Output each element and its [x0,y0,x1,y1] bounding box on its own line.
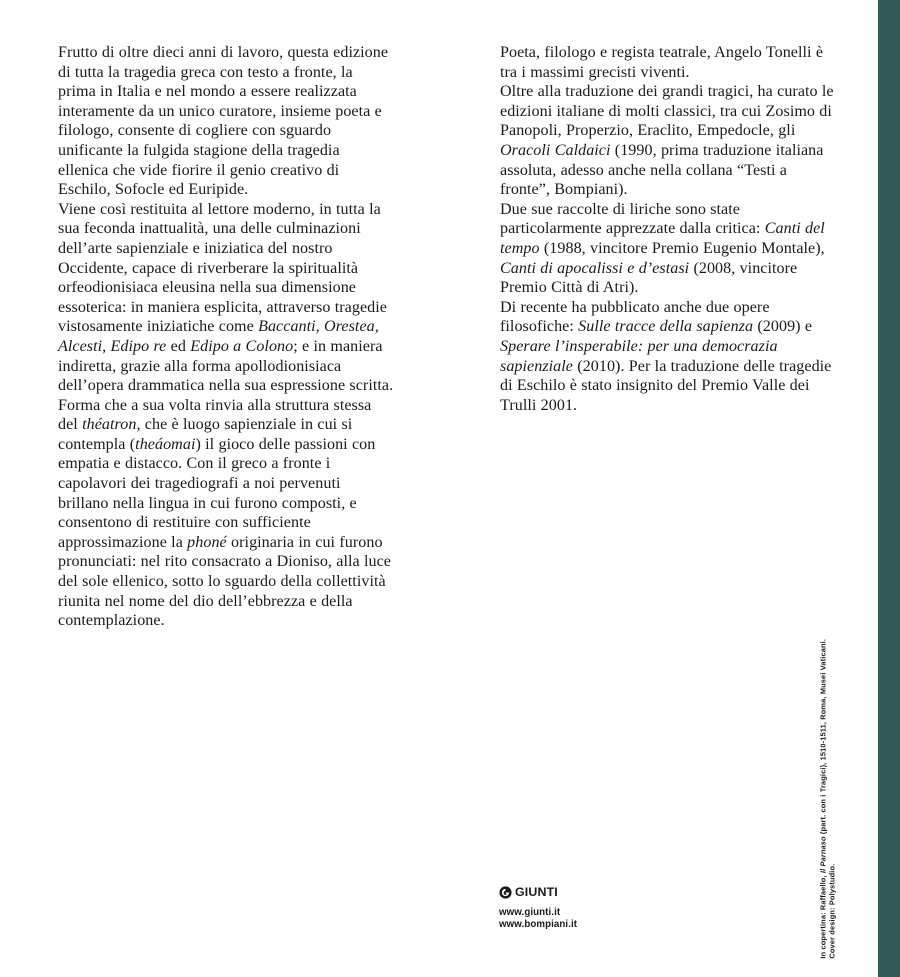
url-bompiani[interactable]: www.bompiani.it [499,918,578,930]
description-paragraph-1-text: Frutto di oltre dieci anni di lavoro, questa edizione di tutta la tragedia greca con testo a fronte, la prima in Italia e nel mondo a essere realizzata interamente da un unico curatore, insieme poeta e filologo, consente di cogliere con sguardo unificante la fulgida stagione della tragedia ellenica che vide fiorire il genio creativo di Eschilo, Sofocle ed Euripide. [58,44,389,199]
work-title-sperare-linsperabile: Sperare l’insperabile: per una democrazia sapienziale [500,337,778,375]
biography-paragraph-4 [500,298,834,416]
cover-credit [818,579,837,959]
work-titles-baccanti-orestea-alcesti-edipo-re: Baccanti, Orestea, Alcesti, Edipo re [58,318,379,355]
biography-paragraph-1-text: Poeta, filologo e regista teatrale, Angelo Tonelli è tra i massimi grecisti viventi. [500,44,824,81]
publisher-wordmark: GIUNTI [515,884,558,899]
description-paragraph-2-text-b: ed [166,337,191,355]
work-title-edipo-a-colono: Edipo a Colono [190,337,294,355]
biography-paragraph-3-text-a: Due sue raccolte di liriche sono state particolarmente apprezzate dalla critica: [500,200,765,238]
work-title-canti-del-tempo: Canti del tempo [500,220,825,257]
publisher-urls [499,907,759,930]
description-paragraph-3-text-d: originaria in cui furono pronunciati: nel rito consacrato a Dioniso, alla luce del sole ellenico, sotto lo sguardo della collettività riunita nel nome del dio dell’ebbrezza e della contemplazione. [58,533,391,630]
work-title-sulle-tracce-della-sapienza: Sulle tracce della sapienza [578,318,754,336]
biography-paragraph-4-text-c: (2010). Per la traduzione delle tragedie di Eschilo è stato insignito del Premio Valle dei Trulli 2001. [500,357,832,414]
cover-credit-line-1 [818,579,827,959]
greek-term-phone: phoné [187,533,227,551]
description-paragraph-3-text-c: ) il gioco delle passioni con empatia e distacco. Con il greco a fronte i capolavori dei tragediografi a noi pervenuti brillano nella lingua in cui furono composti, e consentono di restituire con sufficiente approssimazione la [58,435,376,551]
biography-paragraph-4-text-a: Di recente ha pubblicato anche due opere filosofiche: [500,298,770,336]
right-edge-color-band [878,0,900,977]
description-paragraph-2-text-a: Viene così restituita al lettore moderno, in tutta la sua feconda inattualità, una delle culminazioni dell’arte sapienziale e iniziatica del nostro Occidente, capace di riverberare la spiritualità orfeodionisiaca eleusina nella sua dimensione essoterica: in maniera esplicita, attraverso tragedie vistosamente iniziatiche come [58,200,387,336]
greek-term-theaomai: theáomai [135,435,196,453]
cover-credit-text-a: In copertina: Raffaello, [818,873,828,959]
biography-paragraph-3 [500,200,834,298]
work-title-canti-di-apocalissi-e-destasi: Canti di apocalissi e d’estasi [500,259,690,277]
publisher-logo [499,884,759,900]
publisher-block [499,884,759,930]
description-paragraph-2 [58,200,394,396]
biography-paragraph-1 [500,43,834,82]
cover-credit-text-b: (part. con i Tragici), 1510-1511, Roma, Musei Vaticani. [818,639,828,837]
work-title-oracoli-caldaici: Oracoli Caldaici [500,141,611,159]
author-biography-column [500,43,834,415]
description-paragraph-3-text-b: , che è luogo sapienziale in cui si contempla ( [58,416,353,453]
description-paragraph-2-text-c: ; e in maniera indiretta, grazie alla forma apollodionisiaca dell’opera drammatica nella sua espressione scritta. [58,337,394,395]
biography-paragraph-3-text-c: (2008, vincitore Premio Città di Atri). [500,259,798,297]
description-paragraph-3-text-a: Forma che a sua volta rinvia alla struttura stessa del [58,396,372,434]
description-paragraph-3 [58,396,394,631]
artwork-title-il-parnaso: Il Parnaso [818,836,828,874]
greek-term-theatron: théatron [82,416,137,434]
biography-paragraph-3-text-b: (1988, vincitore Premio Eugenio Montale), [539,239,825,257]
biography-paragraph-4-text-b: (2009) e [753,318,813,336]
book-description-column [58,43,394,631]
giunti-logo-icon [499,886,512,899]
biography-paragraph-2 [500,82,834,200]
biography-paragraph-2-text-a: Oltre alla traduzione dei grandi tragici, ha curato le edizioni italiane di molti classici, tra cui Zosimo di Panopoli, Properzio, Eraclito, Empedocle, gli [500,83,834,140]
description-paragraph-1 [58,43,394,200]
cover-credit-line-2: Cover design: Polystudio. [827,864,837,959]
biography-paragraph-2-text-b: (1990, prima traduzione italiana assoluta, adesso anche nella collana “Testi a fronte”, Bompiani). [500,141,824,199]
url-giunti[interactable]: www.giunti.it [499,907,561,918]
